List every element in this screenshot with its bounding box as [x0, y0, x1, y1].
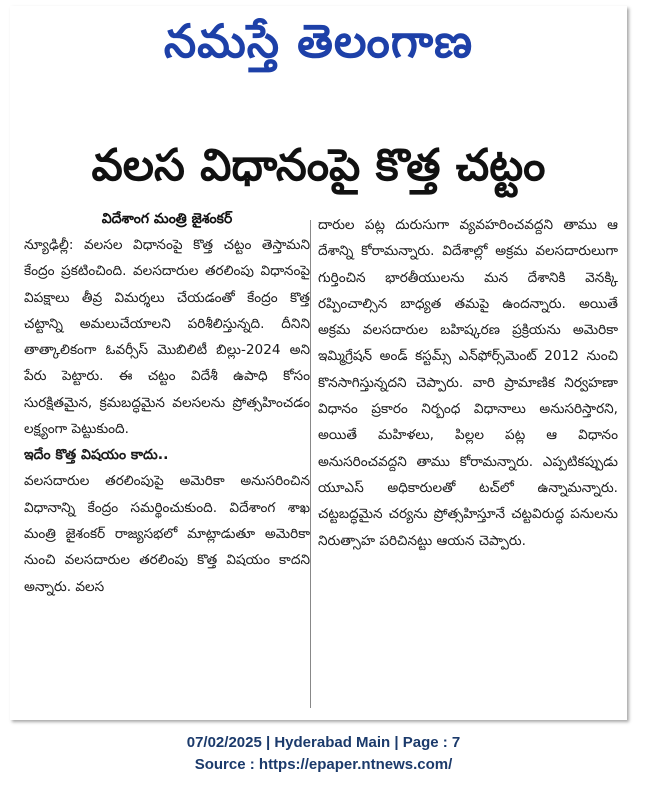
article-paragraph: న్యూఢిల్లీ: వలసల విధానంపై కొత్త చట్టం తెస్తామని కేంద్రం ప్రకటించింది. వలసదారుల తరలింపు విధానంపై విపక్షాలు తీవ్ర విమర్శలు చేయడంతో కేంద్రం కొత్త చట్టాన్ని అమలుచేయాలని పరిశీలిస్తున్నది. దీనిని తాత్కాలికంగా ఓవర్సీస్ మొబిలిటీ బిల్లు-2024 అని పేరు పెట్టారు. ఈ చట్టం విదేశీ ఉపాధి కోసం సురక్షితమైన, క్రమబద్ధమైన వలసలను ప్రోత్సహించడం లక్ష్యంగా పెట్టుకుంది. [24, 237, 310, 438]
source-link: Source : https://epaper.ntnews.com/ [194, 756, 453, 773]
column-divider [310, 220, 311, 708]
source-footer [0, 732, 647, 776]
article-byline: విదేశాంగ మంత్రి జైశంకర్ [101, 211, 233, 227]
article-paragraph: వలసదారుల తరలింపుపై అమెరికా అనుసరించిన విధానాన్ని కేంద్రం సమర్థించుకుంది. విదేశాంగ శాఖ మంత్రి జైశంకర్ రాజ్యసభలో మాట్లాడుతూ అమెరికా నుంచి వలసదారుల తరలింపు కొత్త విషయం కాదని అన్నారు. వలస [24, 473, 310, 595]
article-subheading: ఇదేం కొత్త విషయం కాదు.. [24, 447, 169, 464]
newspaper-masthead: నమస్తే తెలంగాణ [163, 14, 474, 68]
edition-info: 07/02/2025 | Hyderabad Main | Page : 7 [186, 734, 461, 751]
newspaper-clipping [10, 6, 627, 720]
article-column-left [24, 206, 310, 600]
article-headline: వలస విధానంపై కొత్త చట్టం [91, 140, 546, 191]
article-column-right [318, 212, 618, 554]
article-paragraph: దారుల పట్ల దురుసుగా వ్యవహరించవద్దని తాము ఆ దేశాన్ని కోరామన్నారు. విదేశాల్లో అక్రమ వలసదారులుగా గుర్తించిన భారతీయులను మన దేశానికి వెనక్కి రప్పించాల్సిన బాధ్యత తమపై ఉందన్నారు. అయితే అక్రమ వలసదారుల బహిష్కరణ ప్రక్రియను అమెరికా ఇమ్మిగ్రేషన్ అండ్ కస్టమ్స్ ఎన్‌ఫోర్స్‌మెంట్ 2012 నుంచి కొనసాగిస్తున్నదని చెప్పారు. వారి ప్రామాణిక నిర్వహణా విధానం ప్రకారం నిర్బంధ విధానాలు అనుసరిస్తారని, అయితే మహిళలు, పిల్లల పట్ల ఆ విధానం అనుసరించవద్దని తాము కోరామన్నారు. ఎప్పటికప్పుడు యూఎస్ అధికారులతో టచ్‌లో ఉన్నామన్నారు. చట్టబద్ధమైన చర్యను ప్రోత్సహిస్తూనే చట్టవిరుద్ధ పనులను నిరుత్సాహ పరిచినట్టు ఆయన చెప్పారు. [318, 217, 618, 549]
